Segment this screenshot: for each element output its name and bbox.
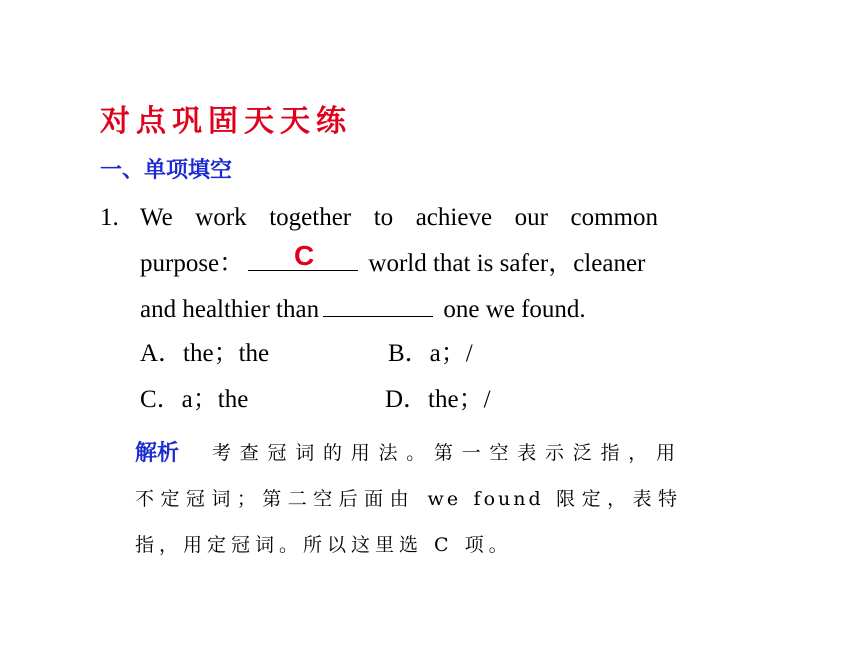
question-line-3-end: one we found. bbox=[437, 296, 586, 323]
page-title: 对点巩固天天练 bbox=[100, 104, 352, 139]
question-line-1: We work together to achieve our common bbox=[140, 204, 658, 231]
option-b: B．a；/ bbox=[388, 340, 473, 367]
option-c: C．a；the bbox=[140, 386, 249, 413]
question-line-2-end: world that is safer，cleaner bbox=[362, 250, 646, 277]
explanation-line-1: 考查冠词的用法。第一空表示泛指，用 bbox=[212, 442, 678, 464]
explanation-line-2: 不定冠词；第二空后面由 we found 限定，表特 bbox=[135, 488, 680, 510]
option-a: A．the；the bbox=[140, 340, 270, 367]
option-d: D．the；/ bbox=[385, 386, 491, 413]
section-heading: 一、单项填空 bbox=[100, 158, 233, 183]
answer-mark: C bbox=[294, 240, 315, 271]
question-line-2 bbox=[140, 248, 645, 279]
explanation-line-3: 指，用定冠词。所以这里选 C 项。 bbox=[135, 534, 513, 556]
blank-2 bbox=[323, 294, 433, 317]
explanation-label: 解析 bbox=[135, 441, 180, 466]
question-number: 1. bbox=[100, 204, 119, 231]
question-line-2-start: purpose： bbox=[140, 250, 245, 277]
question-line-3 bbox=[140, 294, 586, 325]
question-line-3-start: and healthier than bbox=[140, 296, 320, 323]
